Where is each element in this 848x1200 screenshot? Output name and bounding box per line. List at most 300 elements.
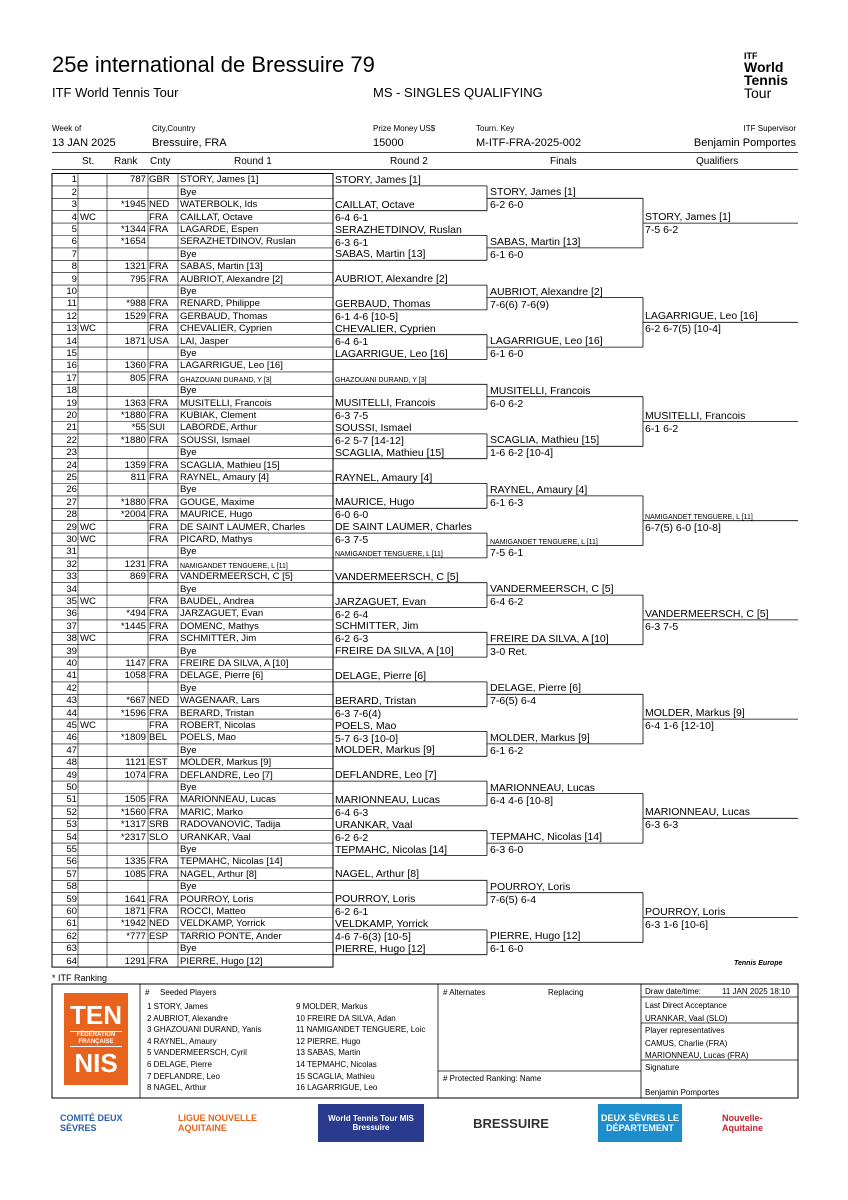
player-name: Bye bbox=[180, 781, 197, 793]
player-rep-1: CAMUS, Charlie (FRA) bbox=[645, 1039, 728, 1048]
player-name: GHAZOUANI DURAND, Y [3] bbox=[180, 376, 272, 384]
entry-country: FRA bbox=[149, 360, 169, 372]
draw-position: 36 bbox=[66, 608, 77, 620]
player-name: Bye bbox=[180, 484, 197, 496]
draw-position: 40 bbox=[66, 657, 77, 669]
entry-country: FRA bbox=[149, 558, 169, 570]
finals-score: 6-4 6-2 bbox=[490, 596, 524, 609]
round2-score: 6-2 6-2 bbox=[335, 831, 369, 844]
entry-country: FRA bbox=[149, 397, 169, 409]
draw-position: 48 bbox=[66, 757, 77, 769]
round2-winner: MARIONNEAU, Lucas bbox=[335, 793, 441, 806]
seeded-player: 5 VANDERMEERSCH, Cyril bbox=[147, 1048, 247, 1058]
entry-status: WC bbox=[80, 533, 96, 545]
entry-rank: 795 bbox=[129, 273, 146, 285]
city-label: City,Country bbox=[152, 124, 196, 133]
round2-winner: DEFLANDRE, Leo [7] bbox=[335, 769, 437, 782]
round2-score: 6-4 6-3 bbox=[335, 806, 369, 819]
player-name: WAGENAAR, Lars bbox=[180, 695, 260, 707]
player-reps-label: Player representatives bbox=[645, 1026, 725, 1035]
entry-rank: 1529 bbox=[124, 310, 146, 322]
itf-logo-tennis: Tennis bbox=[744, 72, 789, 88]
round2-winner: NAMIGANDET TENGUERE, L [11] bbox=[335, 550, 443, 558]
entry-rank: 1291 bbox=[124, 955, 146, 967]
entry-rank: *1809 bbox=[120, 732, 146, 744]
round2-score: 4-6 7-6(3) [10-5] bbox=[335, 930, 411, 943]
entry-country: FRA bbox=[149, 905, 169, 917]
qualifiers-winner: STORY, James [1] bbox=[645, 211, 731, 224]
player-name: LAI, Jasper bbox=[180, 335, 229, 347]
draw-position: 61 bbox=[66, 918, 77, 930]
finals-score: 6-1 6-0 bbox=[490, 348, 524, 361]
seeded-player: 10 FREIRE DA SILVA, Adan bbox=[296, 1013, 396, 1023]
player-name: JARZAGUET, Evan bbox=[180, 608, 264, 620]
entry-country: FRA bbox=[149, 409, 169, 421]
draw-position: 57 bbox=[66, 868, 77, 880]
player-name: URANKAR, Vaal bbox=[180, 831, 251, 843]
draw-position: 49 bbox=[66, 769, 77, 781]
entry-country: FRA bbox=[149, 955, 169, 967]
player-name: VANDERMEERSCH, C [5] bbox=[180, 571, 293, 583]
entry-rank: 1074 bbox=[124, 769, 146, 781]
player-name: Bye bbox=[180, 385, 197, 397]
player-name: Bye bbox=[180, 186, 197, 198]
replacing-header: Replacing bbox=[548, 988, 584, 997]
draw-position: 41 bbox=[66, 670, 77, 682]
draw-position: 59 bbox=[66, 893, 77, 905]
entry-rank: 1363 bbox=[124, 397, 146, 409]
player-name: POELS, Mao bbox=[180, 732, 236, 744]
draw-position: 30 bbox=[66, 533, 77, 545]
entry-status: WC bbox=[80, 323, 96, 335]
player-name: BAUDEL, Andrea bbox=[180, 595, 255, 607]
finals-score: 6-1 6-0 bbox=[490, 248, 524, 261]
supervisor-value: Benjamin Pomportes bbox=[693, 137, 796, 149]
finals-score: 7-6(5) 6-4 bbox=[490, 893, 537, 906]
entry-rank: *494 bbox=[126, 608, 146, 620]
entry-rank: 1321 bbox=[124, 261, 146, 273]
seeded-player: 1 STORY, James bbox=[147, 1002, 208, 1011]
round2-winner: PIERRE, Hugo [12] bbox=[335, 942, 426, 955]
draw-position: 39 bbox=[66, 645, 77, 657]
draw-date-label: Draw date/time: bbox=[645, 987, 702, 996]
finals-winner: TEPMAHC, Nicolas [14] bbox=[490, 831, 603, 844]
entry-rank: *1344 bbox=[120, 223, 146, 235]
col-cnty: Cnty bbox=[150, 156, 171, 167]
entry-country: FRA bbox=[149, 806, 169, 818]
draw-position: 34 bbox=[66, 583, 77, 595]
player-name: Bye bbox=[180, 546, 197, 558]
entry-country: FRA bbox=[149, 707, 169, 719]
seeded-header: Seeded Players bbox=[160, 988, 217, 997]
entry-rank: *2004 bbox=[120, 509, 146, 521]
entry-country: USA bbox=[149, 335, 169, 347]
draw-position: 22 bbox=[66, 434, 77, 446]
entry-country: FRA bbox=[149, 769, 169, 781]
finals-score: 7-5 6-1 bbox=[490, 546, 524, 559]
sponsor-comite-deux-sevres: COMITÉ DEUX SÈVRES bbox=[60, 1113, 123, 1133]
draw-position: 44 bbox=[66, 707, 77, 719]
player-name: DE SAINT LAUMER, Charles bbox=[180, 521, 306, 533]
itf-ranking-note: * ITF Ranking bbox=[52, 973, 108, 983]
ten-nis-logo-top: TEN bbox=[70, 1000, 122, 1030]
player-name: MARIONNEAU, Lucas bbox=[180, 794, 276, 806]
draw-position: 8 bbox=[71, 261, 77, 273]
round2-winner: CAILLAT, Octave bbox=[335, 198, 415, 211]
qualifiers-winner: LAGARRIGUE, Leo [16] bbox=[645, 310, 758, 323]
entry-country: FRA bbox=[149, 719, 169, 731]
draw-position: 63 bbox=[66, 943, 77, 955]
finals-winner: VANDERMEERSCH, C [5] bbox=[490, 583, 614, 596]
entry-status: WC bbox=[80, 719, 96, 731]
draw-position: 11 bbox=[67, 298, 77, 310]
round2-score: 6-4 6-1 bbox=[335, 211, 369, 224]
seeded-player: 16 LAGARRIGUE, Leo bbox=[296, 1083, 378, 1093]
round2-winner: LAGARRIGUE, Leo [16] bbox=[335, 347, 448, 360]
player-name: AUBRIOT, Alexandre [2] bbox=[180, 273, 283, 285]
entry-rank: 1231 bbox=[124, 558, 146, 570]
qualifiers-score: 6-3 6-3 bbox=[645, 819, 679, 832]
entry-rank: 1871 bbox=[124, 905, 146, 917]
col-round1: Round 1 bbox=[234, 156, 272, 167]
finals-winner: RAYNEL, Amaury [4] bbox=[490, 483, 588, 496]
round2-winner: JARZAGUET, Evan bbox=[335, 595, 427, 608]
draw-position: 23 bbox=[66, 447, 77, 459]
round2-winner: CHEVALIER, Cyprien bbox=[335, 322, 436, 335]
entry-country: SUI bbox=[149, 422, 165, 434]
player-name: WATERBOLK, Ids bbox=[180, 199, 258, 211]
player-name: Bye bbox=[180, 881, 197, 893]
player-name: MAURICE, Hugo bbox=[180, 509, 253, 521]
round2-winner: URANKAR, Vaal bbox=[335, 818, 413, 831]
finals-score: 6-1 6-2 bbox=[490, 744, 524, 757]
player-name: RADOVANOVIC, Tadija bbox=[180, 819, 281, 831]
finals-winner: DELAGE, Pierre [6] bbox=[490, 682, 582, 695]
qualifiers-score: 6-3 1-6 [10-6] bbox=[645, 918, 709, 931]
draw-position: 17 bbox=[66, 372, 77, 384]
player-name: RENARD, Philippe bbox=[180, 298, 260, 310]
player-name: SERAZHETDINOV, Ruslan bbox=[180, 236, 296, 248]
entry-country: FRA bbox=[149, 434, 169, 446]
draw-position: 47 bbox=[66, 744, 77, 756]
seeded-player: 13 SABAS, Martin bbox=[296, 1048, 361, 1058]
entry-rank: *988 bbox=[126, 298, 146, 310]
player-name: Bye bbox=[180, 285, 197, 297]
entry-country: FRA bbox=[149, 794, 169, 806]
player-name: Bye bbox=[180, 347, 197, 359]
draw-position: 9 bbox=[71, 273, 77, 285]
player-name: DELAGE, Pierre [6] bbox=[180, 670, 264, 682]
player-name: CHEVALIER, Cyprien bbox=[180, 323, 273, 335]
player-name: BERARD, Tristan bbox=[180, 707, 255, 719]
seeded-player: 7 DEFLANDRE, Leo bbox=[147, 1071, 220, 1081]
draw-position: 33 bbox=[66, 571, 77, 583]
entry-country: FRA bbox=[149, 868, 169, 880]
col-rank: Rank bbox=[114, 156, 138, 167]
entry-country: FRA bbox=[149, 533, 169, 545]
round2-winner: POURROY, Loris bbox=[335, 893, 416, 906]
entry-rank: 787 bbox=[129, 174, 146, 186]
round2-winner: SOUSSI, Ismael bbox=[335, 421, 412, 434]
entry-rank: 805 bbox=[129, 372, 146, 384]
entry-country: GBR bbox=[149, 174, 170, 186]
qualifiers-winner: MOLDER, Markus [9] bbox=[645, 707, 745, 720]
entry-rank: 1058 bbox=[124, 670, 146, 682]
draw-position: 13 bbox=[66, 323, 77, 335]
entry-rank: *777 bbox=[126, 930, 146, 942]
finals-score: 6-3 6-0 bbox=[490, 844, 524, 857]
entry-country: FRA bbox=[149, 571, 169, 583]
round2-winner: SCHMITTER, Jim bbox=[335, 620, 419, 633]
entry-rank: 1121 bbox=[125, 757, 146, 769]
draw-position: 21 bbox=[66, 422, 77, 434]
col-st: St. bbox=[82, 156, 95, 167]
draw-position: 51 bbox=[66, 794, 77, 806]
qualifiers-winner: VANDERMEERSCH, C [5] bbox=[645, 607, 769, 620]
draw-position: 45 bbox=[66, 719, 77, 731]
entry-country: FRA bbox=[149, 298, 169, 310]
player-name: SCHMITTER, Jim bbox=[180, 633, 257, 645]
seeded-player: 15 SCAGLIA, Mathieu bbox=[296, 1071, 375, 1081]
player-name: SABAS, Martin [13] bbox=[180, 261, 263, 273]
player-name: GERBAUD, Thomas bbox=[180, 310, 268, 322]
entry-country: FRA bbox=[149, 496, 169, 508]
player-name: Bye bbox=[180, 645, 197, 657]
round2-winner: FREIRE DA SILVA, A [10] bbox=[335, 645, 454, 658]
tourn-key-label: Tourn. Key bbox=[476, 124, 515, 133]
entry-rank: 1147 bbox=[125, 657, 146, 669]
draw-position: 2 bbox=[71, 186, 77, 198]
player-rep-2: MARIONNEAU, Lucas (FRA) bbox=[645, 1051, 749, 1060]
finals-score: 6-2 6-0 bbox=[490, 199, 524, 212]
entry-rank: *2317 bbox=[120, 831, 146, 843]
ten-nis-logo-bottom: NIS bbox=[74, 1048, 118, 1078]
finals-winner: MUSITELLI, Francois bbox=[490, 384, 591, 397]
qualifiers-score: 7-5 6-2 bbox=[645, 224, 679, 237]
round2-score: 6-4 6-1 bbox=[335, 335, 369, 348]
prize-label: Prize Money US$ bbox=[373, 124, 436, 133]
draw-position: 25 bbox=[66, 471, 77, 483]
entry-rank: 1359 bbox=[124, 459, 146, 471]
prize-value: 15000 bbox=[373, 137, 404, 149]
entry-rank: *1880 bbox=[120, 409, 146, 421]
entry-country: FRA bbox=[149, 459, 169, 471]
player-name: GOUGE, Maxime bbox=[180, 496, 255, 508]
seeded-player: 6 DELAGE, Pierre bbox=[147, 1060, 212, 1069]
itf-logo bbox=[744, 52, 788, 100]
seeded-hash: # bbox=[145, 988, 150, 997]
entry-status: WC bbox=[80, 633, 96, 645]
entry-country: FRA bbox=[149, 633, 169, 645]
finals-winner: AUBRIOT, Alexandre [2] bbox=[490, 285, 603, 298]
round2-winner: AUBRIOT, Alexandre [2] bbox=[335, 273, 448, 286]
qualifiers-score: 6-1 6-2 bbox=[645, 422, 679, 435]
entry-country: FRA bbox=[149, 223, 169, 235]
seeded-player: 9 MOLDER, Markus bbox=[296, 1002, 368, 1011]
draw-position: 55 bbox=[66, 843, 77, 855]
finals-score: 6-1 6-0 bbox=[490, 943, 524, 956]
qualifiers-winner: NAMIGANDET TENGUERE, L [11] bbox=[645, 513, 753, 521]
entry-rank: *1445 bbox=[120, 620, 146, 632]
draw-position: 31 bbox=[66, 546, 77, 558]
player-name: MARIC, Marko bbox=[180, 806, 243, 818]
entry-rank: *1317 bbox=[120, 819, 146, 831]
entry-status: WC bbox=[80, 521, 96, 533]
player-name: NAGEL, Arthur [8] bbox=[180, 868, 257, 880]
draw-position: 6 bbox=[71, 236, 77, 248]
protected-ranking-header: # Protected Ranking: Name bbox=[443, 1074, 542, 1083]
entry-country: SLO bbox=[149, 831, 169, 843]
alternates-header: # Alternates bbox=[443, 988, 486, 997]
entry-rank: 811 bbox=[130, 471, 146, 483]
round2-winner: POELS, Mao bbox=[335, 719, 397, 732]
draw-position: 7 bbox=[71, 248, 77, 260]
entry-rank: 869 bbox=[129, 571, 146, 583]
player-name: Bye bbox=[180, 583, 197, 595]
entry-rank: 1085 bbox=[124, 868, 146, 880]
round2-score: 6-2 6-4 bbox=[335, 608, 369, 621]
sponsor-world-tennis-tour: World Tennis Tour MIS Bressuire bbox=[318, 1104, 424, 1142]
draw-position: 32 bbox=[66, 558, 77, 570]
finals-score: 1-6 6-2 [10-4] bbox=[490, 447, 554, 460]
qualifiers-score: 6-3 7-5 bbox=[645, 620, 679, 633]
player-name: TEPMAHC, Nicolas [14] bbox=[180, 856, 283, 868]
player-name: ROCCI, Matteo bbox=[180, 905, 246, 917]
entry-country: ESP bbox=[149, 930, 169, 942]
player-name: Bye bbox=[180, 248, 197, 260]
round2-winner: SABAS, Martin [13] bbox=[335, 248, 426, 261]
entry-country: FRA bbox=[149, 273, 169, 285]
player-name: Bye bbox=[180, 447, 197, 459]
seeded-player: 8 NAGEL, Arthur bbox=[147, 1083, 207, 1093]
player-name: CAILLAT, Octave bbox=[180, 211, 253, 223]
seeded-player: 11 NAMIGANDET TENGUERE, Loic bbox=[296, 1025, 426, 1035]
entry-country: FRA bbox=[149, 509, 169, 521]
draw-position: 12 bbox=[66, 310, 77, 322]
player-name: KUBIAK, Clement bbox=[180, 409, 257, 421]
entry-rank: *1654 bbox=[120, 236, 146, 248]
player-name: NAMIGANDET TENGUERE, L [11] bbox=[180, 562, 288, 570]
city-value: Bressuire, FRA bbox=[152, 137, 227, 149]
ten-nis-logo bbox=[64, 993, 128, 1085]
entry-country: NED bbox=[149, 918, 170, 930]
player-name: ROBERT, Nicolas bbox=[180, 719, 256, 731]
round2-score: 6-0 6-0 bbox=[335, 509, 369, 522]
entry-country: SRB bbox=[149, 819, 169, 831]
draw-position: 1 bbox=[71, 174, 77, 186]
seeded-player: 14 TEPMAHC, Nicolas bbox=[296, 1060, 377, 1069]
qualifiers-score: 6-4 1-6 [12-10] bbox=[645, 720, 714, 733]
entry-rank: *1945 bbox=[120, 199, 146, 211]
finals-score: 6-1 6-3 bbox=[490, 496, 524, 509]
player-name: LAGARRIGUE, Leo [16] bbox=[180, 360, 283, 372]
entry-status: WC bbox=[80, 211, 96, 223]
player-name: VELDKAMP, Yorrick bbox=[180, 918, 266, 930]
page-title: 25e international de Bressuire 79 bbox=[52, 52, 375, 77]
round2-score: 6-1 4-6 [10-5] bbox=[335, 310, 399, 323]
qualifiers-winner: POURROY, Loris bbox=[645, 905, 726, 918]
sponsor-bressuire: BRESSUIRE bbox=[473, 1115, 549, 1131]
round2-winner: NAGEL, Arthur [8] bbox=[335, 868, 420, 881]
finals-score: 3-0 Ret. bbox=[490, 645, 528, 658]
round2-winner: MAURICE, Hugo bbox=[335, 496, 415, 509]
round2-winner: GERBAUD, Thomas bbox=[335, 297, 431, 310]
ten-nis-logo-line2: FRANÇAISE bbox=[70, 1039, 122, 1047]
signature-label: Signature bbox=[645, 1063, 680, 1072]
round2-winner: MUSITELLI, Francois bbox=[335, 397, 436, 410]
draw-position: 5 bbox=[71, 223, 77, 235]
draw-date-value: 11 JAN 2025 18:10 bbox=[722, 987, 790, 996]
round2-winner: VANDERMEERSCH, C [5] bbox=[335, 570, 459, 583]
col-finals: Finals bbox=[550, 156, 577, 167]
finals-score: 7-6(5) 6-4 bbox=[490, 695, 537, 708]
finals-score: 7-6(6) 7-6(9) bbox=[490, 298, 549, 311]
entry-country: FRA bbox=[149, 471, 169, 483]
round2-winner: VELDKAMP, Yorrick bbox=[335, 917, 429, 930]
entry-country: FRA bbox=[149, 657, 169, 669]
player-name: RAYNEL, Amaury [4] bbox=[180, 471, 269, 483]
draw-position: 16 bbox=[66, 360, 77, 372]
player-name: Bye bbox=[180, 744, 197, 756]
draw-position: 29 bbox=[66, 521, 77, 533]
player-name: MOLDER, Markus [9] bbox=[180, 757, 272, 769]
draw-position: 64 bbox=[66, 955, 77, 967]
player-name: TARRIO PONTE, Ander bbox=[180, 930, 282, 942]
round2-winner: STORY, James [1] bbox=[335, 173, 421, 186]
round2-winner: DELAGE, Pierre [6] bbox=[335, 669, 427, 682]
entry-rank: *1942 bbox=[120, 918, 146, 930]
player-name: LABORDE, Arthur bbox=[180, 422, 257, 434]
event-name: MS - SINGLES QUALIFYING bbox=[373, 85, 543, 100]
qualifiers-score: 6-2 6-7(5) [10-4] bbox=[645, 323, 721, 336]
entry-country: FRA bbox=[149, 323, 169, 335]
finals-winner: MARIONNEAU, Lucas bbox=[490, 781, 596, 794]
ten-nis-logo-line1: FÉDÉRATION bbox=[70, 1031, 122, 1039]
entry-rank: *1596 bbox=[120, 707, 146, 719]
player-name: PICARD, Mathys bbox=[180, 533, 253, 545]
draw-position: 53 bbox=[66, 819, 77, 831]
entry-country: FRA bbox=[149, 670, 169, 682]
entry-country: FRA bbox=[149, 211, 169, 223]
seeded-player: 4 RAYNEL, Amaury bbox=[147, 1036, 217, 1046]
round2-score: 5-7 6-3 [10-0] bbox=[335, 732, 399, 745]
entry-country: FRA bbox=[149, 521, 169, 533]
round2-score: 6-3 7-5 bbox=[335, 534, 369, 547]
entry-country: FRA bbox=[149, 261, 169, 273]
entry-country: FRA bbox=[149, 595, 169, 607]
entry-country: FRA bbox=[149, 620, 169, 632]
player-name: Bye bbox=[180, 682, 197, 694]
entry-rank: 1641 bbox=[124, 893, 146, 905]
draw-position: 20 bbox=[66, 409, 77, 421]
itf-logo-world: World bbox=[744, 59, 784, 75]
entry-rank: *667 bbox=[126, 695, 146, 707]
round2-winner: DE SAINT LAUMER, Charles bbox=[335, 521, 472, 534]
entry-rank: 1871 bbox=[124, 335, 146, 347]
last-direct-value: URANKAR, Vaal (SLO) bbox=[645, 1014, 728, 1023]
week-value: 13 JAN 2025 bbox=[52, 137, 116, 149]
seeded-player: 3 GHAZOUANI DURAND, Yanis bbox=[147, 1025, 262, 1035]
sponsor-deux-sevres: DEUX SÈVRES LE DÉPARTEMENT bbox=[598, 1104, 682, 1142]
entry-status: WC bbox=[80, 595, 96, 607]
player-name: Bye bbox=[180, 843, 197, 855]
player-name: MUSITELLI, Francois bbox=[180, 397, 272, 409]
entry-country: FRA bbox=[149, 893, 169, 905]
entry-rank: *1560 bbox=[120, 806, 146, 818]
player-name: Bye bbox=[180, 943, 197, 955]
supervisor-label: ITF Supervisor bbox=[743, 124, 796, 133]
round2-score: 6-3 6-1 bbox=[335, 236, 369, 249]
